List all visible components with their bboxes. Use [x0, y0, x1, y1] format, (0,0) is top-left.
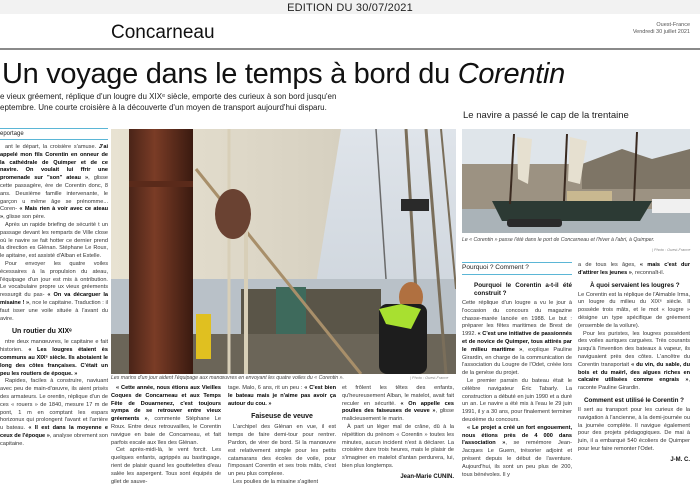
author-signature: Jean-Marie CUNIN. — [400, 473, 454, 480]
main-photo — [111, 129, 456, 374]
paragraph: tage. Malo, 6 ans, rit un peu : « C'est bien le bateau mais je n'aime pas avoir ça autour du cou. » — [228, 385, 336, 407]
paragraph: Cet après-midi-là, le vent forcit. Les quelques enfants, agrippés au bastingage, rient de plaisir quand les gouttelettes d'eau salée les aspergent. Tous sont équipés de gilet de sauve- — [111, 447, 221, 485]
sidebar-photo-credit: | Photo : Ouest-France — [652, 248, 691, 252]
section-title: Concarneau — [111, 22, 215, 43]
paragraph: Les poulies de la misaine s'agitent — [233, 478, 319, 485]
lead-line-2: eptembre. Une courte croisière à la découverte d'un moyen de transport aujourd'hui disparu. — [0, 103, 327, 112]
publication-date: Vendredi 30 juillet 2021 — [632, 29, 690, 35]
paragraph: L'archipel des Glénan en vue, il est temps de faire demi-tour pour rentrer. Pardon, de virer de bord. Si la manœuvre est relativement simple pour les petits catamarans des écoles de voile, pour l'imposant Corentin et ses trois mâts, c'est un peu plus complexe. — [228, 424, 336, 478]
sidebar-title: Le navire a passé le cap de la trentaine — [463, 110, 629, 121]
subheading: Faiseuse de veuve — [251, 413, 313, 421]
faq-question: À quoi servaient les lougres ? — [590, 281, 680, 289]
sidebar-photo — [462, 129, 690, 233]
paragraph: Après un rapide briefing de sécurité t un passage devant les remparts de Ville close où le navire se fait hotter ce dernier prend la direction es Glénan. Stéphane Le Roux, le apitaine, est assisté d'Alban et Estelle. — [0, 221, 108, 260]
main-photo-credit: | Photo : Ouest-France — [410, 376, 449, 380]
main-photo-caption: Les marins d'un jour aident l'équipage aux manœuvres en envoyant les quatre voiles du « Corentin ». — [111, 375, 344, 381]
article-headline — [2, 58, 565, 91]
masthead — [0, 16, 700, 50]
paragraph: ntre deux manœuvres, le capitaine e fait historien. « Les lougres étaient ès communs au XIXᵉ siècle. Ils abotaient le long des côtes françaises. C'était un peu les routiers de époque. » — [0, 339, 108, 377]
sailboat-deck-photo — [111, 129, 456, 374]
faq-box-header: Pourquoi ? Comment ? — [462, 262, 572, 275]
article-column-2 — [111, 385, 221, 486]
faq-column-b — [578, 262, 690, 465]
faq-question: Pourquoi le Corentin a-t-il été construit ? — [474, 282, 572, 297]
paragraph: « Le projet a créé un fort engouement, nous étions près de 4 000 dans l'association », se remémore Jean-Jacques Le Guern, trésorier adjoint et présent depuis le début de l'aventure. Aujourd'hui, ils sont un peu plus de 200, tous bénévoles. Il y — [462, 424, 572, 478]
faq-question: Comment est utilisé le Corentin ? — [583, 396, 685, 404]
lead-line-1: e vieux gréement, réplique d'un lougre du XIXᵉ siècle, emporte des curieux à son bord jusqu'en — [0, 92, 337, 101]
subheading: Un routier du XIXᵉ — [12, 328, 72, 336]
sidebar-photo-caption: Le « Corentin » passe l'été dans le port de Concarneau et l'hiver à l'abri, à Quimper. — [462, 237, 655, 243]
paragraph: Pour envoyer les quatre voiles écessaires à la propulsion du ateau, l'équipage d'un jour est mis à ontribution. Le vocabulaire propre ux vieux gréements ressurgit du pas- « On va décarguer la misaine ! », nce le capitaine. Traduction : il faut isser une voile située à l'avant du avire. — [0, 260, 108, 322]
edition-bar — [0, 0, 700, 14]
paragraph: a de tous les âges, « mais c'est dur d'attirer les jeunes », reconnaît-il. — [578, 262, 690, 276]
article-kicker: eportage — [0, 128, 108, 140]
article-column-3 — [228, 385, 336, 487]
publication-name: Ouest-France — [656, 22, 690, 28]
paragraph: À part un léger mal de crâne, dû à la répétition du prénom « Corentin » toutes les minutes, aucun incident n'est à déclarer. La croisière dure trois heures, mais le plaisir de s'imaginer en matelot d'antan perdurera, lui, bien plus longtemps. — [342, 423, 454, 469]
author-signature: J-M. C. — [670, 456, 690, 463]
paragraph: Le premier parrain du bateau était le célèbre navigateur Éric Tabarly. La construction a débuté en juin 1990 et a duré un an. Le navire a été mis à l'eau le 29 juin 1991, il y a 30 ans, pour finalement terminer deuxième du concours. — [462, 377, 572, 423]
headline-main: Un voyage dans le temps à bord du — [2, 58, 458, 90]
paragraph: Pour les puristes, les lougres possédent des voiles auriques carguées. Très courants jusqu'à l'invention des bateaux à vapeur, ils naviguaient près des côtes. L'ancêtre du Corentin transportait « du vin, du sable, du bois et du maërl, des algues riches en calcaire utilisées comme engrais », raconte Pauline Girardin. — [578, 330, 690, 392]
paragraph: « Cette année, nous étions aux Vieilles Coques de Concarneau et aux Temps Fête de Douarnenez, c'est toujours sympa de se retrouver entre vieux gréements », commente Stéphane Le Roux. Entre deux retrouvailles, le Corentin navigue en baie de Concarneau, et fait parfois escale aux îles des Glénan. — [111, 385, 221, 446]
article-column-4 — [342, 385, 454, 482]
article-column-1 — [0, 144, 108, 448]
edition-label: EDITION DU 30/07/2021 — [287, 2, 413, 14]
paragraph: Le Corentin est la réplique de l'Aimable Irma, un lougre du milieu du XIXᵉ siècle. Il possède trois mâts, et le mot « lougre » désigne un type spécifique de gréement (ensemble de la voilure). — [578, 291, 690, 329]
paragraph: Il sert au transport pour les curieux de la navigation à l'ancienne, à la demi-journée ou la journée complète. Il navigue également pour des projets pédagogiques. De mai à juin, il a embarqué 540 écoliers de Quimper pour leur faire remonter l'Odet. — [578, 406, 690, 452]
harbor-boat-photo — [462, 129, 690, 233]
article-lead — [0, 91, 400, 113]
paragraph: Cette réplique d'un lougre a vu le jour à l'occasion du concours du magazine chasse-marée lancée en 1988. Le but : préparer les fêtes maritimes de Brest de 1992. « C'est une initiative de passionnés et de novice de Quimper, tous attirés par le milieu maritime », explique Pauline Girardin, en charge de la communication de l'association du Lougre de l'Odet, créée lors de la genèse du projet. — [462, 300, 573, 377]
paragraph: ant le départ, la croisière s'amuse. J'ai appelé mon fils Corentin en onneur de la cathédrale de Quimper et de ce navire. On voulait lui ffrir une promenade sur "son" ateau », glisse cette passagère, ère de Corentin donc, 8 ans. Deuxième famille intervenante, le garçon u même âge se prénomme... Coren- « Mais rien à voir avec ce ateau », glisse son père. — [0, 144, 108, 221]
publication-info — [633, 22, 690, 36]
headline-boat-name: Corentin — [457, 58, 565, 90]
paragraph: Rapides, faciles à construire, naviuant avec peu de main-d'œuvre, ils aient prisés des armateurs. Le orentin, réplique d'un de ces « rouers » de 1840, mesure 17 m de pont, 1 m en comptant les espars horizonux qui prolongent l'avant et l'arrière u bateau. « Il est dans la moyenne e ceux de l'époque », analyse obrement son capitaine. — [0, 378, 108, 447]
faq-column-a — [462, 278, 572, 479]
paragraph: et frôlent les têtes des enfants, qu'heureusement Alban, le matelot, avait fait reculer en sécurité. « On appelle ces poulies des faiseuses de veuve », glisse malicieusement le marin. — [342, 385, 454, 423]
